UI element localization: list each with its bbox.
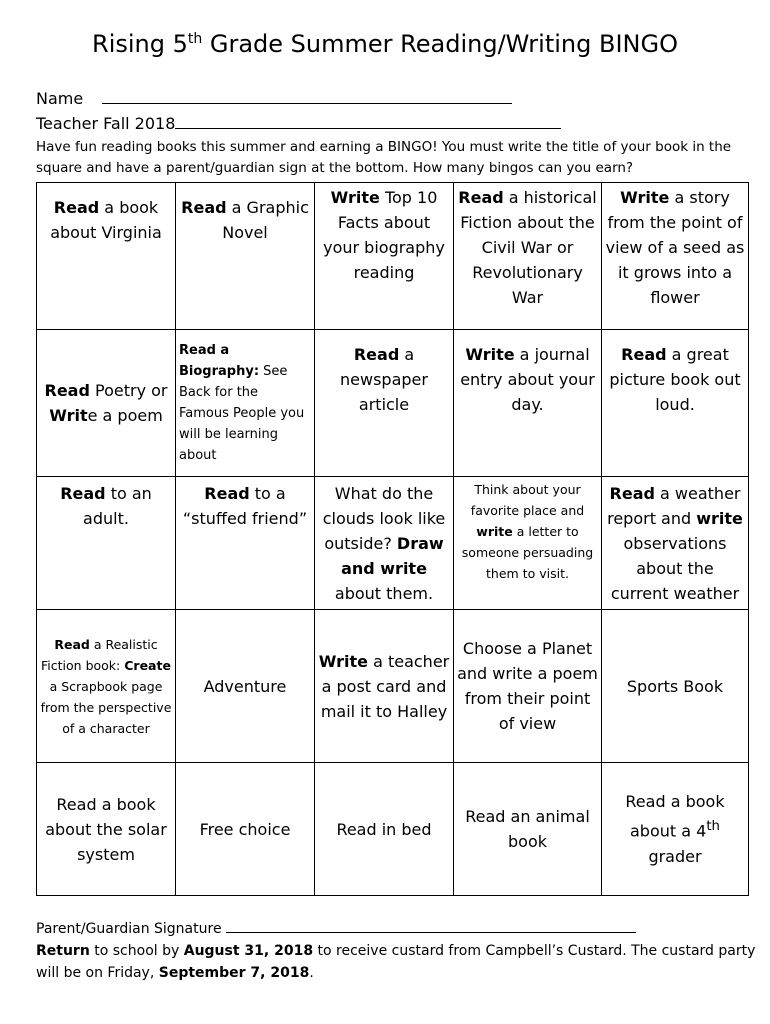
return-note: Return to school by August 31, 2018 to receive custard from Campbell’s Custard. The custard party will be on Friday, September 7, 2018. bbox=[36, 943, 756, 981]
teacher-field[interactable] bbox=[175, 114, 561, 129]
bingo-cell-adventure[interactable]: Adventure bbox=[176, 610, 315, 763]
bingo-board bbox=[36, 182, 749, 896]
bingo-cell-journal[interactable]: Write a journal entry about your day. bbox=[454, 330, 602, 477]
bingo-cell-realistic-fiction[interactable]: Read a Realistic Fiction book: Create a Scrapbook page from the perspective of a character bbox=[37, 610, 176, 763]
bingo-cell-planet-poem[interactable]: Choose a Planet and write a poem from their point of view bbox=[454, 610, 602, 763]
bingo-cell-weather-report[interactable]: Read a weather report and write observations about the current weather bbox=[602, 477, 749, 610]
name-label: Name bbox=[36, 89, 84, 108]
bingo-cell-newspaper[interactable]: Read a newspaper article bbox=[315, 330, 454, 477]
bingo-cell-sports-book[interactable]: Sports Book bbox=[602, 610, 749, 763]
bingo-cell-graphic-novel[interactable]: Read a Graphic Novel bbox=[176, 183, 315, 330]
bingo-cell-read-in-bed[interactable]: Read in bed bbox=[315, 763, 454, 896]
bingo-cell-historical-fiction[interactable]: Read a historical Fiction about the Civil War or Revolutionary War bbox=[454, 183, 602, 330]
bingo-cell-poetry[interactable]: Read Poetry or Write a poem bbox=[37, 330, 176, 477]
instructions: Have fun reading books this summer and earning a BINGO! You must write the title of your book in the square and have a parent/guardian sign at the bottom. How many bingos can you earn? bbox=[36, 139, 732, 176]
bingo-cell-fourth-grader[interactable]: Read a book about a 4th grader bbox=[602, 763, 749, 896]
bingo-cell-read-to-adult[interactable]: Read to an adult. bbox=[37, 477, 176, 610]
bingo-cell-picture-book[interactable]: Read a great picture book out loud. bbox=[602, 330, 749, 477]
bingo-row bbox=[37, 183, 749, 330]
bingo-cell-seed-story[interactable]: Write a story from the point of view of a seed as it grows into a flower bbox=[602, 183, 749, 330]
footer bbox=[36, 918, 756, 984]
bingo-row bbox=[37, 610, 749, 763]
teacher-line bbox=[36, 114, 561, 133]
bingo-cell-biography-facts[interactable]: Write Top 10 Facts about your biography reading bbox=[315, 183, 454, 330]
bingo-cell-virginia-book[interactable]: Read a book about Virginia bbox=[37, 183, 176, 330]
teacher-label: Teacher Fall 2018 bbox=[36, 114, 176, 133]
bingo-cell-free-choice[interactable]: Free choice bbox=[176, 763, 315, 896]
bingo-cell-animal-book[interactable]: Read an animal book bbox=[454, 763, 602, 896]
name-line bbox=[36, 89, 512, 108]
page-title: Rising 5th Grade Summer Reading/Writing BINGO bbox=[92, 30, 678, 58]
bingo-row bbox=[37, 763, 749, 896]
bingo-cell-biography[interactable]: Read a Biography: See Back for the Famous People you will be learning about bbox=[176, 330, 315, 477]
bingo-row bbox=[37, 330, 749, 477]
signature-line bbox=[36, 918, 756, 940]
bingo-cell-stuffed-friend[interactable]: Read to a “stuffed friend” bbox=[176, 477, 315, 610]
bingo-cell-post-card[interactable]: Write a teacher a post card and mail it to Halley bbox=[315, 610, 454, 763]
bingo-cell-persuasive-letter[interactable]: Think about your favorite place and write a letter to someone persuading them to visit. bbox=[454, 477, 602, 610]
bingo-row bbox=[37, 477, 749, 610]
bingo-cell-solar-system[interactable]: Read a book about the solar system bbox=[37, 763, 176, 896]
name-field[interactable] bbox=[102, 89, 512, 104]
bingo-cell-clouds[interactable]: What do the clouds look like outside? Draw and write about them. bbox=[315, 477, 454, 610]
signature-field[interactable] bbox=[226, 920, 636, 933]
signature-label: Parent/Guardian Signature bbox=[36, 921, 222, 937]
